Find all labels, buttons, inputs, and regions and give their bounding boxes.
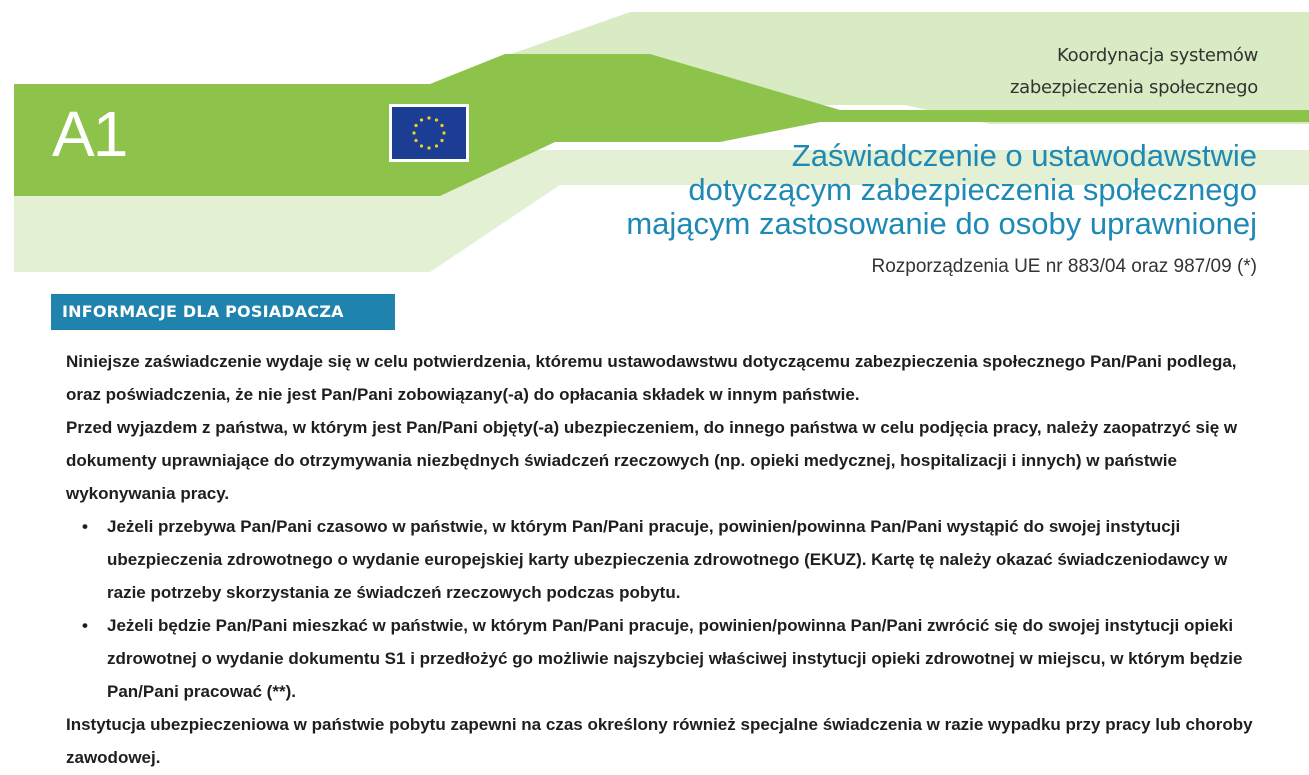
title-line: dotyczącym zabezpieczenia społecznego [688, 172, 1257, 207]
form-code: A1 [52, 98, 127, 170]
paragraph: Przed wyjazdem z państwa, w którym jest Pan/Pani objęty(-a) ubezpieczeniem, do innego państwa w celu podjęcia pracy, należy zaopatrzyć się w dokumenty uprawniające do otrzymywania niezbędnych świadczeń rzeczowych (np. opieki medycznej, hospitalizacji i innych) w państwie wykonywania pracy. [66, 418, 1238, 503]
paragraph: Niniejsze zaświadczenie wydaje się w celu potwierdzenia, któremu ustawodawstwu dotyczącemu zabezpieczenia społecznego Pan/Pani podlega, oraz poświadczenia, że nie jest Pan/Pani zobowiązany(-a) do opłacania składek w innym państwie. [66, 352, 1237, 404]
section-heading: INFORMACJE DLA POSIADACZA [51, 294, 395, 330]
series-line: Koordynacja systemów [1057, 45, 1258, 66]
eu-star [435, 144, 438, 147]
eu-star [440, 139, 443, 142]
eu-star [442, 131, 445, 134]
bullet-list [66, 510, 1266, 708]
title-line: Zaświadczenie o ustawodawstwie [791, 138, 1257, 173]
title-line: mającym zastosowanie do osoby uprawnionej [626, 206, 1257, 241]
eu-star [435, 118, 438, 121]
document-title [626, 139, 1257, 241]
eu-star [427, 146, 430, 149]
paragraph: Instytucja ubezpieczeniowa w państwie pobytu zapewni na czas określony również specjalne świadczenia w razie wypadku przy pracy lub choroby zawodowej. [66, 715, 1253, 767]
bullet-icon: • [82, 616, 88, 635]
bullet-icon: • [82, 517, 88, 536]
list-item-text: Jeżeli będzie Pan/Pani mieszkać w państwie, w którym Pan/Pani pracuje, powinien/powinna Pan/Pani zwrócić się do swojej instytucji opieki zdrowotnej o wydanie dokumentu S1 i przedłożyć go możliwie najszybciej właściwej instytucji opieki zdrowotnej w miejscu, w którym będzie Pan/Pani pracować (**). [107, 616, 1243, 701]
eu-star [414, 139, 417, 142]
eu-flag-icon [389, 104, 469, 162]
series-line: zabezpieczenia społecznego [1010, 77, 1258, 98]
list-item-text: Jeżeli przebywa Pan/Pani czasowo w państwie, w którym Pan/Pani pracuje, powinien/powinna Pan/Pani wystąpić do swojej instytucji ubezpieczenia zdrowotnego o wydanie europejskiej karty ubezpieczenia zdrowotnego (EKUZ). Kartę tę należy okazać świadczeniodawcy w razie potrzeby skorzystania ze świadczeń rzeczowych podczas pobytu. [107, 517, 1228, 602]
list-item [66, 609, 1266, 708]
eu-star [440, 124, 443, 127]
holder-information [66, 345, 1266, 774]
eu-star [420, 118, 423, 121]
document-series [1010, 40, 1258, 104]
eu-star [420, 144, 423, 147]
eu-star [414, 124, 417, 127]
eu-star [427, 116, 430, 119]
eu-star [412, 131, 415, 134]
regulation-reference: Rozporządzenia UE nr 883/04 oraz 987/09 (*) [871, 256, 1257, 277]
list-item [66, 510, 1266, 609]
